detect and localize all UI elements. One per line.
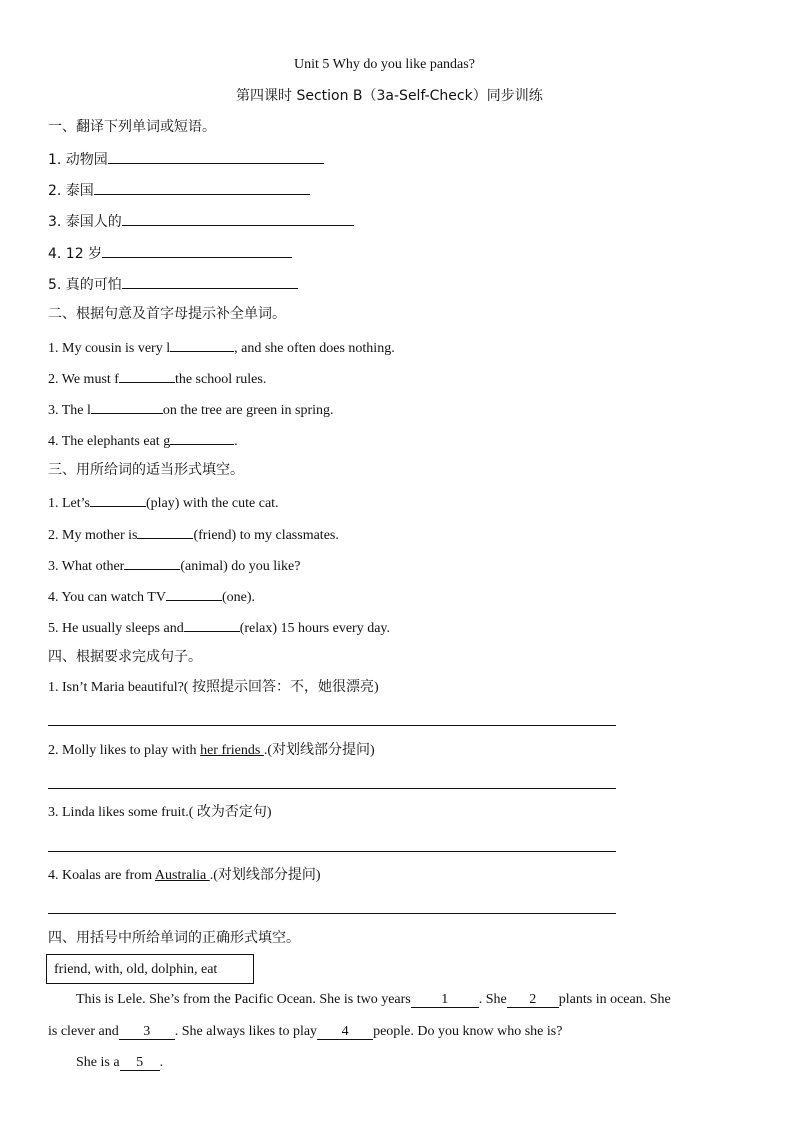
answer-blank[interactable] — [119, 368, 175, 383]
answer-line[interactable] — [48, 788, 616, 789]
section-3-heading: 三、用所给词的适当形式填空。 — [48, 462, 244, 478]
s3-item-1: 1. Let’s (play) with the cute cat. — [48, 492, 279, 513]
answer-blank[interactable] — [122, 274, 298, 289]
section-4-heading: 四、根据要求完成句子。 — [48, 649, 202, 665]
section-5-heading: 四、用括号中所给单词的正确形式填空。 — [48, 930, 300, 946]
passage-line-1: This is Lele. She’s from the Pacific Ocean. She is two years 1 . She 2 plants in ocean. She — [76, 992, 671, 1007]
s3-item-5: 5. He usually sleeps and (relax) 15 hours every day. — [48, 617, 390, 638]
blank-4[interactable]: 4 — [317, 1024, 373, 1040]
s3-item-3: 3. What other (animal) do you like? — [48, 555, 300, 576]
answer-line[interactable] — [48, 851, 616, 852]
page-title: Unit 5 Why do you like pandas? — [294, 57, 475, 72]
section-2-heading: 二、根据句意及首字母提示补全单词。 — [48, 306, 286, 322]
answer-blank[interactable] — [102, 243, 292, 258]
s3-item-2: 2. My mother is (friend) to my classmates. — [48, 524, 339, 545]
word-box-text: friend, with, old, dolphin, eat — [54, 962, 218, 977]
s1-item-3: 3. 泰国人的 — [48, 211, 354, 231]
answer-blank[interactable] — [124, 555, 180, 570]
section-1-heading: 一、翻译下列单词或短语。 — [48, 119, 216, 135]
passage-line-3: She is a 5 . — [76, 1055, 164, 1070]
answer-line[interactable] — [48, 913, 616, 914]
blank-2[interactable]: 2 — [507, 992, 559, 1008]
answer-blank[interactable] — [184, 617, 240, 632]
passage-line-2: is clever and 3 . She always likes to play 4 people. Do you know who she is? — [48, 1024, 563, 1039]
answer-blank[interactable] — [90, 492, 146, 507]
s4-question-4: 4. Koalas are from Australia .(对划线部分提问) — [48, 868, 321, 883]
s4-question-2: 2. Molly likes to play with her friends .(对划线部分提问) — [48, 743, 375, 758]
s2-item-2: 2. We must f the school rules. — [48, 368, 266, 389]
s4-question-3: 3. Linda likes some fruit.( 改为否定句) — [48, 805, 272, 820]
s3-item-4: 4. You can watch TV (one). — [48, 586, 255, 607]
page-subtitle: 第四课时 Section B（3a-Self-Check）同步训练 — [236, 88, 543, 104]
s2-item-4: 4. The elephants eat g . — [48, 430, 238, 451]
s1-item-4: 4. 12 岁 — [48, 243, 292, 263]
answer-blank[interactable] — [170, 337, 234, 352]
underlined-phrase: Australia — [154, 868, 210, 883]
blank-1[interactable]: 1 — [411, 992, 479, 1008]
s1-item-1: 1. 动物园 — [48, 149, 324, 169]
answer-blank[interactable] — [122, 211, 354, 226]
answer-blank[interactable] — [137, 524, 193, 539]
s1-item-2: 2. 泰国 — [48, 180, 310, 200]
answer-blank[interactable] — [166, 586, 222, 601]
s2-item-3: 3. The l on the tree are green in spring. — [48, 399, 334, 420]
underlined-phrase: her friends — [200, 743, 264, 758]
answer-blank[interactable] — [91, 399, 163, 414]
s1-item-5: 5. 真的可怕 — [48, 274, 298, 294]
s4-question-1: 1. Isn’t Maria beautiful?( 按照提示回答：不，她很漂亮) — [48, 680, 379, 695]
blank-5[interactable]: 5 — [120, 1055, 160, 1071]
answer-blank[interactable] — [94, 180, 310, 195]
blank-3[interactable]: 3 — [119, 1024, 175, 1040]
answer-line[interactable] — [48, 725, 616, 726]
answer-blank[interactable] — [170, 430, 234, 445]
s2-item-1: 1. My cousin is very l , and she often does nothing. — [48, 337, 395, 358]
answer-blank[interactable] — [108, 149, 324, 164]
